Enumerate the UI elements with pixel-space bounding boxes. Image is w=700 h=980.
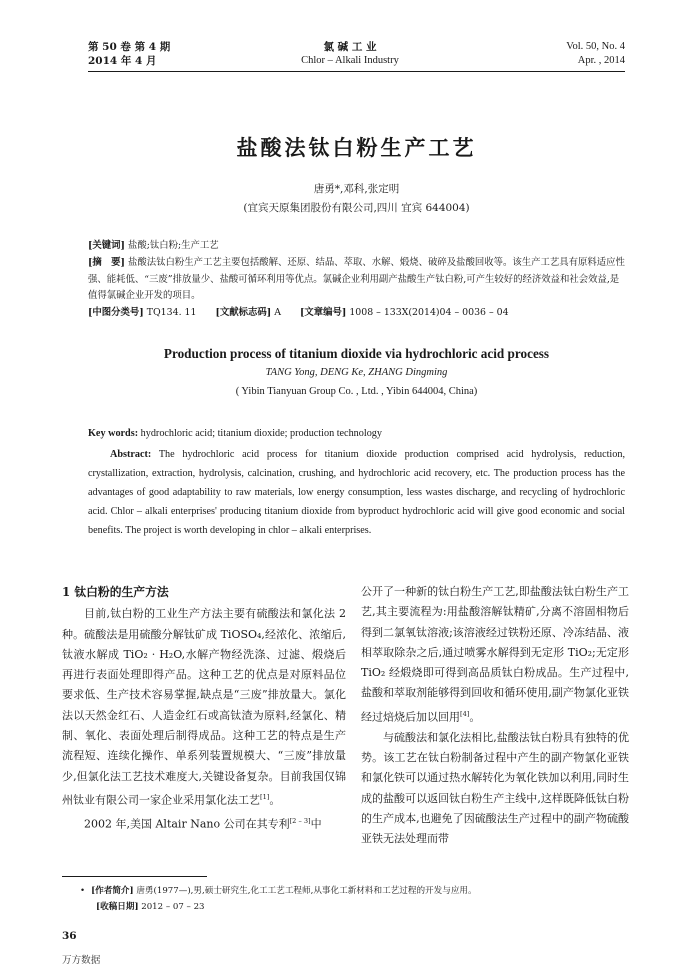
- header-volume-en: Vol. 50, No. 4: [566, 41, 625, 52]
- zh-clc-label: [中图分类号]: [88, 307, 144, 318]
- header-date-cn: 2014 年 4 月: [88, 55, 157, 67]
- en-keywords-label: Key words:: [88, 428, 139, 439]
- body-p2-end: 中: [310, 817, 322, 831]
- watermark: 万方数据: [62, 955, 101, 966]
- zh-doc-code: [215, 307, 281, 318]
- en-affiliation: ( Yibin Tianyuan Group Co. , Ltd. , Yibin 644004, China): [235, 386, 478, 397]
- body-p3-end: 。: [469, 710, 481, 724]
- en-abstract-text: The hydrochloric acid process for titanium dioxide production comprised acid hydrolysis, reduction, crystallization, extraction, hydrolysis, calcination, crushing, and hydrochloric acid recovery, etc. The production process has the advantages of good adaptability to raw materials, low energy consumption, less wastes discharge, and recycling of hydrochloric acid. Chlor – alkali enterprises' producing titanium dioxide from byproduct hydrochloric acid will give good economic and social benefits. The project is worth developing in chlor – alkali enterprises.: [88, 449, 625, 536]
- zh-abstract-label: [摘 要]: [88, 257, 125, 268]
- body-paragraph: 与硫酸法和氯化法相比,盐酸法钛白粉具有独特的优势。该工艺在钛白粉制备过程中产生的副产物氯化亚铁和氯化铁可以通过热水解转化为氧化铁加以利用,同时生成的盐酸可以返回钛白粉生产主线中,这样既降低钛白粉的生产成本,也避免了因硫酸法生产过程中的副产物硫酸亚铁无法处理而带: [361, 730, 629, 846]
- header-journal-cn: 氯 碱 工 业: [323, 41, 377, 53]
- citation-ref: [1]: [260, 792, 270, 801]
- en-authors: TANG Yong, DENG Ke, ZHANG Dingming: [265, 367, 448, 378]
- body-column-right: [361, 582, 629, 850]
- header-journal-en: Chlor – Alkali Industry: [301, 55, 399, 66]
- footnote-date-text: 2012 – 07 – 23: [138, 902, 205, 912]
- body-paragraph: [361, 582, 629, 728]
- en-title: Production process of titanium dioxide via hydrochloric acid process: [163, 346, 550, 361]
- citation-ref: [2 – 3]: [289, 816, 311, 825]
- zh-keywords-label: [关键词]: [88, 240, 125, 251]
- zh-abstract: [88, 255, 625, 305]
- en-keywords-text: hydrochloric acid; titanium dioxide; production technology: [138, 428, 382, 439]
- page-number: 36: [62, 930, 77, 942]
- body-p2-text: 2002 年,美国 Altair Nano 公司在其专利: [84, 817, 290, 831]
- body-p1-end: 。: [269, 793, 281, 807]
- body-p1-text: 目前,钛白粉的工业生产方法主要有硫酸法和氯化法 2 种。硫酸法是用硫酸分解钛矿成 TiOSO₄,经浓化、浓缩后,钛液水解成 TiO₂ · H₂O,水解产物经洗涤、过滤、煅烧后再进行表面处理即得产品。这种工艺的优点是对原料品位要求低、生产技术容易掌握,缺点是“三废”排放量大。氯化法以天然金红石、人造金红石或高钛渣为原料,经氯化、精制、氧化、表面处理后制得成品。这种工艺的特点是生产流程短、连续化操作、单系列装置规模大、“三废”排放量少,但氯化法工艺技术难度大,关键设备复杂。目前我国仅锦州钛业有限公司一家企业采用氯化法工艺: [62, 607, 346, 807]
- header-issue-cn: [88, 40, 170, 68]
- footnote-bullet: •: [80, 886, 86, 896]
- zh-keywords: [88, 238, 625, 255]
- header-rule: [88, 71, 625, 72]
- body-paragraph: [62, 811, 346, 835]
- header-volume-cn: 第 50 卷 第 4 期: [88, 41, 171, 53]
- footnote-rule: [62, 876, 207, 877]
- zh-doc-value: A: [274, 307, 281, 318]
- zh-abstract-text: 盐酸法钛白粉生产工艺主要包括酸解、还原、结晶、萃取、水解、煅烧、破碎及盐酸回收等。该生产工艺具有原料适应性强、能耗低、“三废”排放量少、盐酸可循环利用等优点。氯碱企业利用副产盐酸生产钛白粉,可产生较好的经济效益和社会效益,是值得氯碱企业开发的项目。: [88, 257, 625, 301]
- section-heading: 1 钛白粉的生产方法: [62, 585, 169, 599]
- zh-keywords-text: 盐酸;钛白粉;生产工艺: [127, 240, 219, 251]
- article-affiliation: (宜宾天原集团股份有限公司,四川 宜宾 644004): [243, 202, 470, 214]
- article-title: 盐酸法钛白粉生产工艺: [236, 135, 477, 160]
- zh-clc: [88, 307, 196, 318]
- zh-art-label: [文章编号]: [299, 307, 347, 318]
- article-authors: 唐勇*,邓科,张定明: [313, 183, 400, 195]
- zh-clc-value: TQ134. 11: [146, 307, 197, 318]
- zh-doc-label: [文献标志码]: [215, 307, 272, 318]
- header-issue-en: [522, 40, 625, 68]
- footnote-author-label: [作者简介]: [91, 886, 134, 896]
- body-p3-text: 公开了一种新的钛白粉生产工艺,即盐酸法钛白粉生产工艺,其主要流程为:用盐酸溶解钛精矿,分离不溶固相物后得到二氯氧钛溶液;该溶液经过铁粉还原、冷冻结晶、液相萃取除杂之后,通过喷雾水解得到无定形 TiO₂;无定形 TiO₂ 经煅烧即可得到高品质钛白粉成品。生产过程中,盐酸和萃取剂能够得到回收和循环使用,副产物氯化亚铁经过焙烧后加以回用: [361, 585, 629, 724]
- footnote-author: [80, 884, 640, 898]
- zh-article-no: [300, 307, 509, 318]
- header-journal: [262, 40, 438, 68]
- en-keywords: [88, 424, 625, 443]
- zh-art-value: 1008 – 133X(2014)04 – 0036 – 04: [349, 307, 509, 318]
- footnote-date-label: [收稿日期]: [96, 902, 139, 912]
- en-abstract: [88, 445, 625, 540]
- zh-classification: [88, 305, 625, 322]
- body-column-left: [62, 582, 346, 835]
- footnote-received: [96, 900, 656, 914]
- header-date-en: Apr. , 2014: [577, 55, 625, 66]
- en-abstract-label: Abstract:: [110, 449, 152, 460]
- footnote-author-text: 唐勇(1977—),男,硕士研究生,化工工艺工程师,从事化工新材料和工艺过程的开发与应用。: [133, 886, 477, 896]
- citation-ref: [4]: [460, 709, 470, 718]
- body-paragraph: [62, 604, 346, 811]
